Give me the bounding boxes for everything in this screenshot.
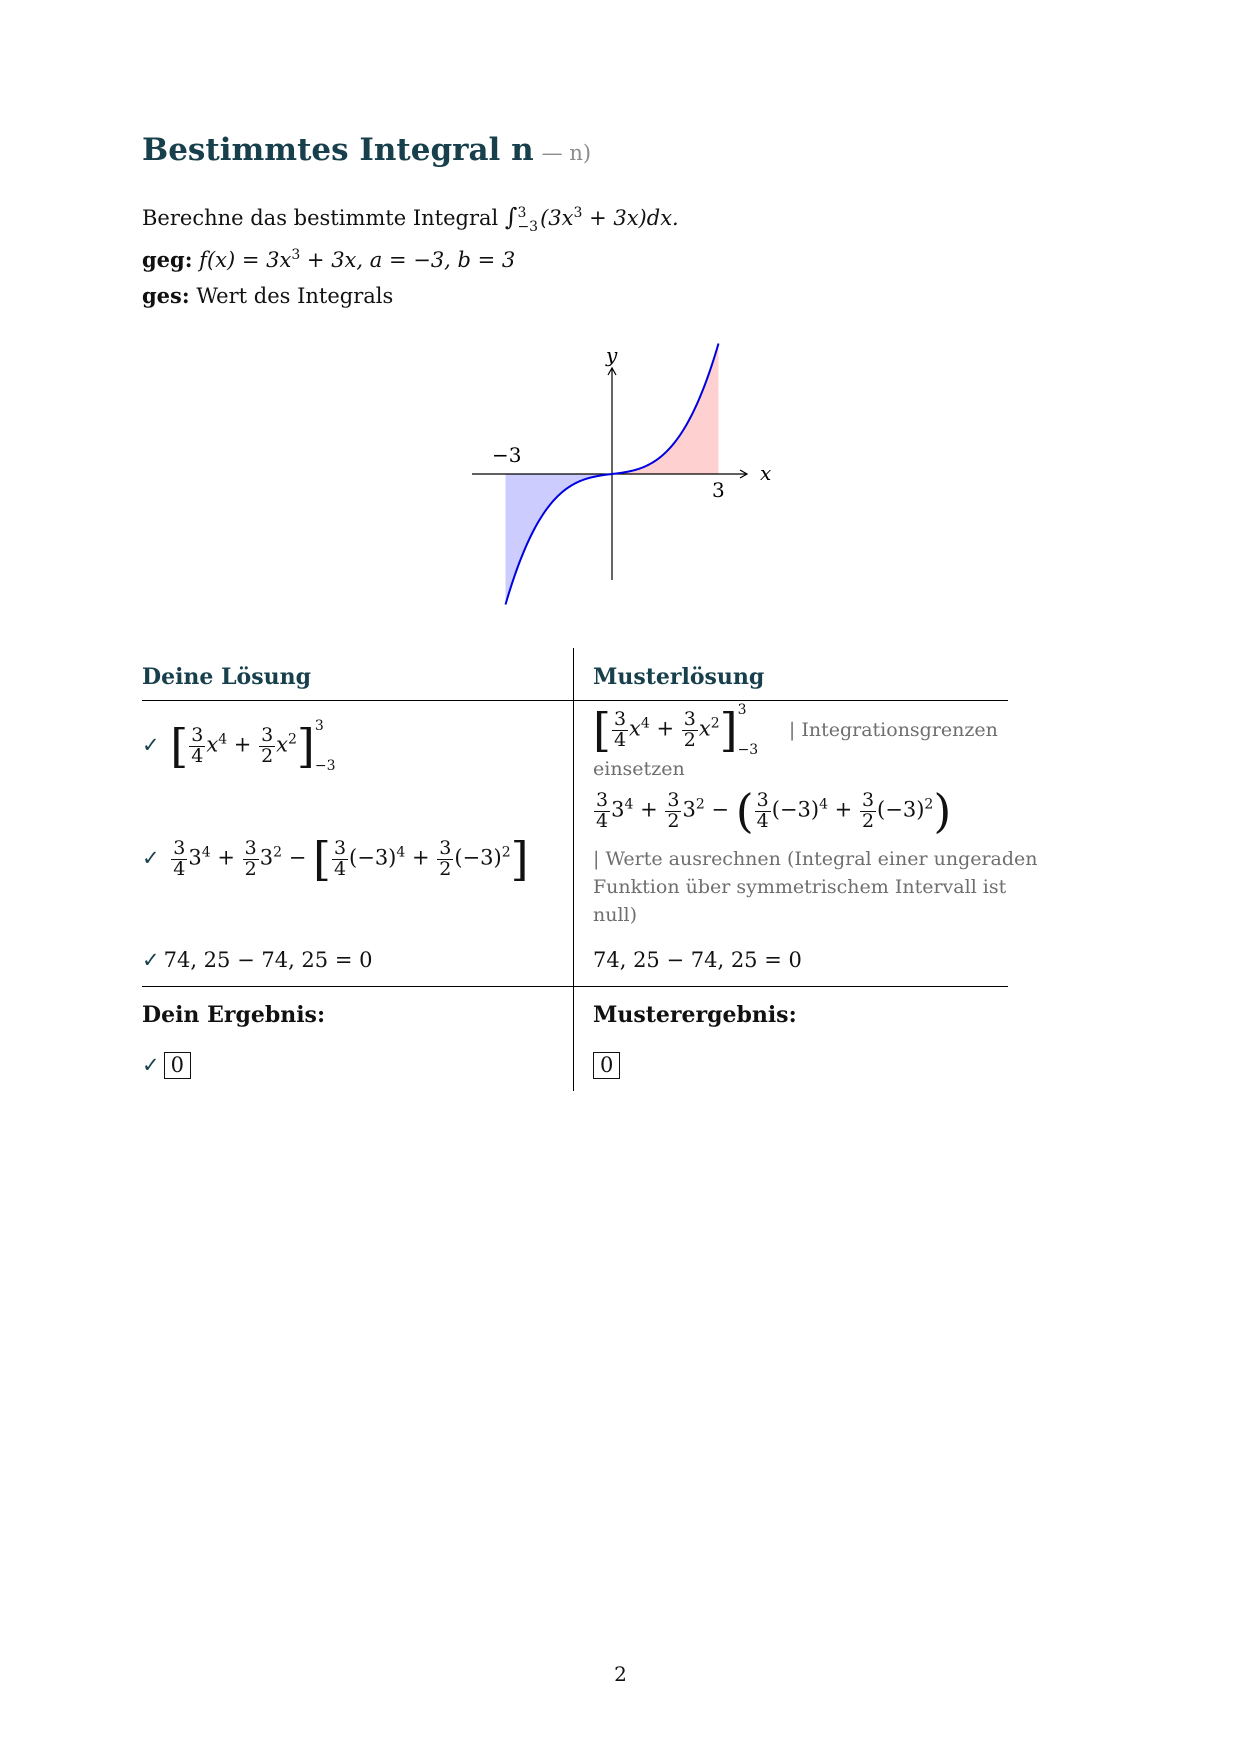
student-step-3: ✓ 74, 25 − 74, 25 = 0 bbox=[142, 948, 373, 972]
student-result-label: Dein Ergebnis: bbox=[142, 1002, 326, 1028]
comment-1b: einsetzen bbox=[593, 758, 685, 780]
page-number: 2 bbox=[614, 1662, 627, 1686]
model-result-box: 0 bbox=[593, 1052, 620, 1079]
comment-2b: Funktion über symmetrischem Intervall ist bbox=[593, 876, 1007, 898]
given-label: geg: bbox=[142, 247, 193, 272]
given-line: geg: $f(x) = 3x^3 + 3x$, a = −3, b = 3 bbox=[142, 247, 516, 272]
task-statement: Berechne das bestimmte Integral ∫ 3 −3 $(3x^3 + 3x)dx$. bbox=[142, 203, 679, 235]
result-rule bbox=[142, 986, 1008, 987]
y-axis-label: y bbox=[606, 343, 618, 367]
comment-2c: null) bbox=[593, 904, 638, 926]
function-graph bbox=[462, 340, 782, 610]
student-step-2: ✓ $\frac{3}{4}$ $3^4$ + $\frac{3}{2}$ $3^2$ − [ $\frac{3}{4}$ $(-3)^4$ + $\frac{3}{2}$ $(-3)^2$] bbox=[142, 832, 529, 886]
page-subtitle: — n) bbox=[541, 141, 592, 165]
wanted-label: ges: bbox=[142, 283, 190, 308]
left-header: Deine Lösung bbox=[142, 664, 311, 690]
x-axis-label: x bbox=[760, 461, 772, 485]
tick-label-neg: −3 bbox=[492, 443, 522, 467]
model-step-1: [ $\frac{3}{4}$ $x^4$ + $\frac{3}{2}$ $x^2$] 3 −3 | Integrationsgrenzen bbox=[593, 702, 998, 758]
comment-1a: | Integrationsgrenzen bbox=[788, 718, 998, 741]
model-step-2: $\frac{3}{4}$ $3^4$ + $\frac{3}{2}$ $3^2$ − ( $\frac{3}{4}$ $(-3)^4$ + $\frac{3}{2}$ $(-3)^2$) bbox=[596, 784, 952, 838]
tick-label-pos: 3 bbox=[712, 478, 725, 502]
student-result: ✓ 0 bbox=[142, 1052, 191, 1079]
positive-area-fill bbox=[612, 344, 719, 475]
header-rule bbox=[142, 700, 1008, 701]
model-result-label: Musterergebnis: bbox=[593, 1002, 797, 1028]
wanted-line: ges: Wert des Integrals bbox=[142, 283, 394, 308]
student-step-1: ✓ [ $\frac{3}{4}$ $x^4$ + $\frac{3}{2}$ $x^2$] 3 −3 bbox=[142, 718, 336, 774]
model-step-3: 74, 25 − 74, 25 = 0 bbox=[593, 948, 802, 972]
student-result-box: 0 bbox=[164, 1052, 191, 1079]
negative-area-fill bbox=[506, 474, 613, 605]
right-header: Musterlösung bbox=[593, 664, 765, 690]
solution-table bbox=[142, 648, 1038, 1091]
comment-2a: | Werte ausrechnen (Integral einer ungeraden bbox=[593, 848, 1038, 870]
model-result bbox=[593, 1052, 620, 1079]
column-divider bbox=[573, 648, 574, 1091]
page-title: Bestimmtes Integral n — n) bbox=[142, 132, 592, 168]
